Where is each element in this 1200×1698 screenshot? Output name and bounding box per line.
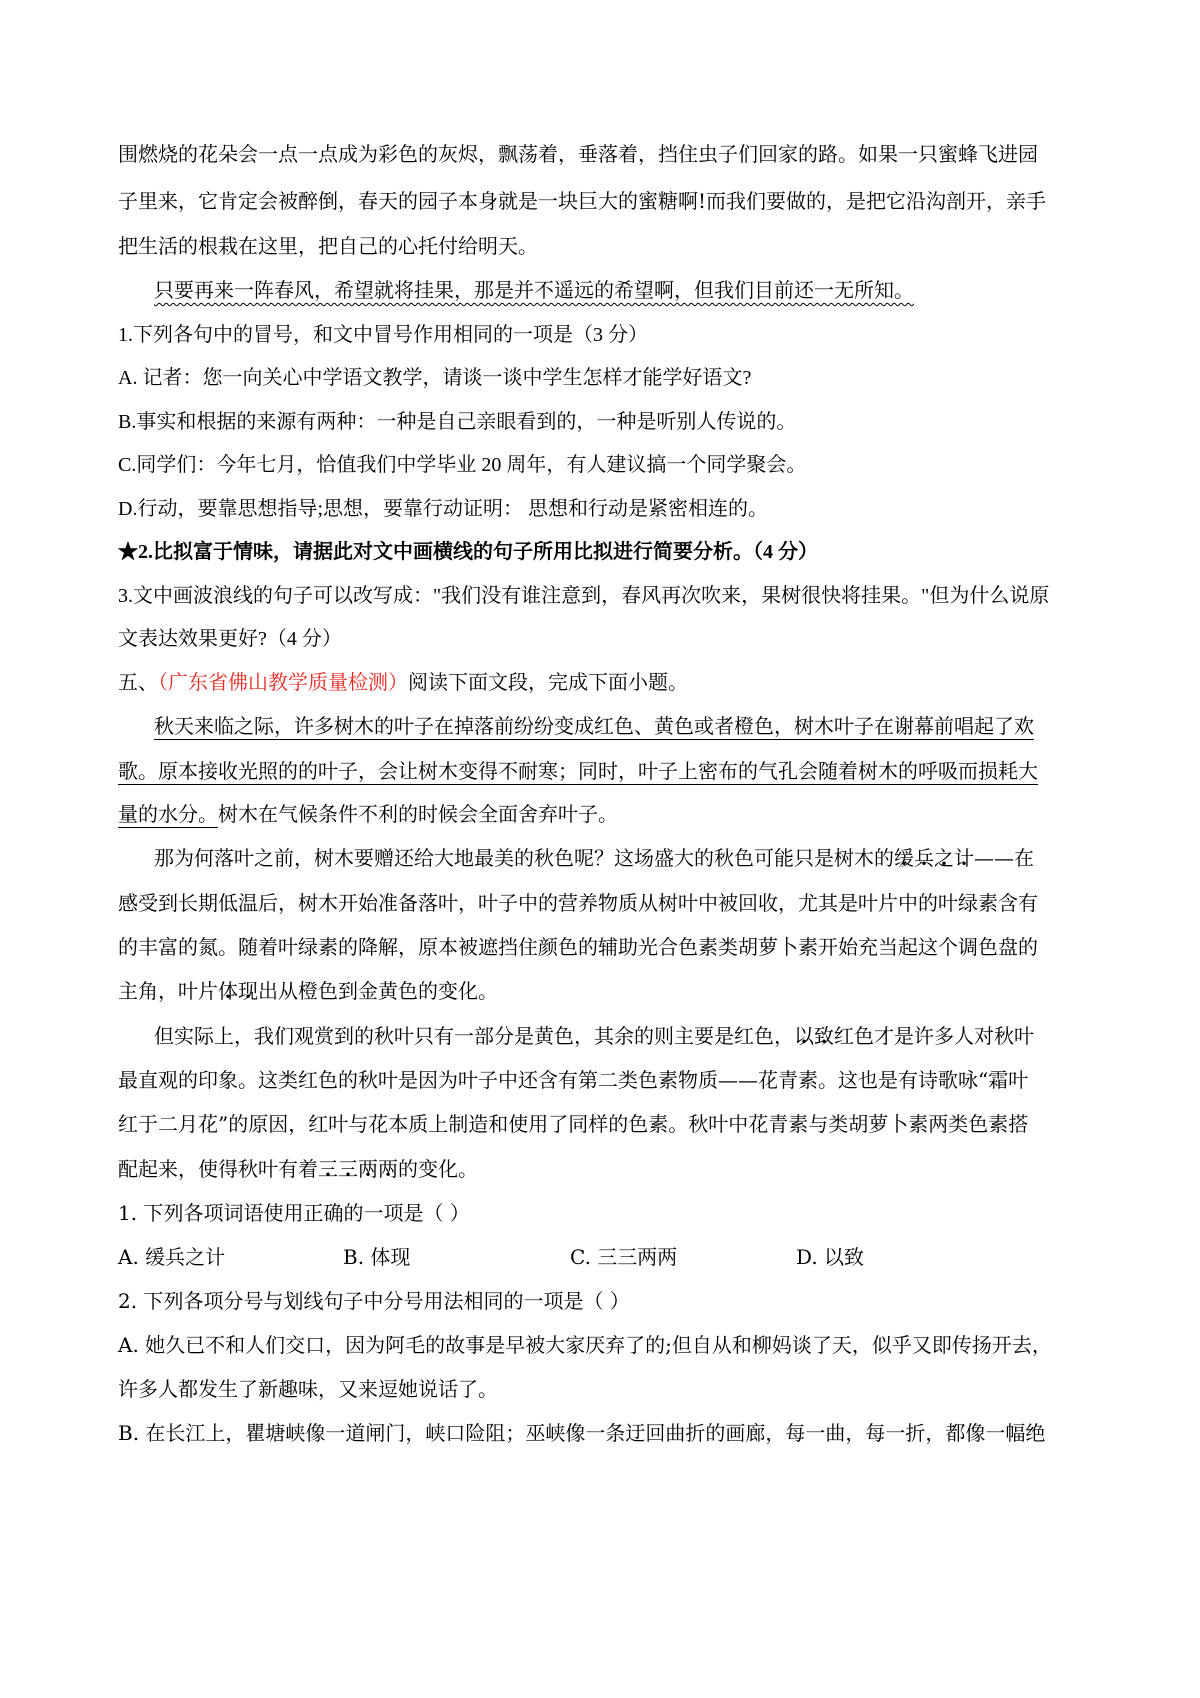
plain-text: 出从橙色到金黄色的变化。 (258, 979, 498, 1003)
option-b-line-1: B. 在长江上，瞿塘峡像一道闸门，峡口险阻；巫峡像一条迂回曲折的画廊，每一曲，每一折，都像一幅绝 (118, 1421, 1046, 1445)
passage-top-line-1: 围燃烧的花朵会一点一点成为彩色的灰烬，飘荡着，垂落着，挡住虫子们回家的路。如果一只蜜蜂飞进园 (118, 142, 1038, 166)
option-d: D. 以致 (796, 1245, 865, 1269)
underlined-text: 量的水分。 (118, 802, 218, 826)
dotted-char: 体 (218, 979, 238, 1003)
option-c: C. 三三两两 (570, 1245, 678, 1269)
paragraph-3-line-3: 红于二月花”的原因，红叶与花本质上制造和使用了同样的色素。秋叶中花青素与类胡萝卜素两类色素搭 (118, 1112, 1029, 1136)
question-2-starred: ★2.比拟富于情味，请据此对文中画横线的句子所用比拟进行简要分析。（4 分） (118, 541, 818, 563)
reading-question-1-options (118, 1243, 1118, 1271)
question-1: 1.下列各句中的冒号，和文中冒号作用相同的一项是（3 分） (118, 324, 648, 346)
dotted-char: 两 (358, 1157, 378, 1181)
plain-text: 那为何落叶之前，树木要赠还给大地最美的秋色呢？这场盛大的秋色可能只是树木的 (154, 846, 894, 870)
plain-text: 但实际上，我们观赏到的秋叶只有一部分是黄色，其余的则主要是红色， (154, 1024, 794, 1048)
reading-question-2: 2. 下列各项分号与划线句子中分号用法相同的一项是（ ） (118, 1289, 630, 1313)
option-b: B.事实和根据的来源有两种：一种是自己亲眼看到的，一种是听别人传说的。 (118, 411, 797, 433)
dotted-char: 两 (378, 1157, 398, 1181)
option-a: A. 记者：您一向关心中学语文教学，请谈一谈中学生怎样才能学好语文? (118, 367, 752, 389)
reading-question-1: 1. 下列各项词语使用正确的一项是（ ） (118, 1201, 470, 1225)
option-b: B. 体现 (343, 1245, 411, 1269)
underlined-text: 歌。原本接收光照的的叶子，会让树木变得不耐寒；同时，叶子上密布的气孔会随着树木的呼吸而损耗大 (118, 759, 1038, 783)
option-a-line-2: 许多人都发生了新趣味，又来逗她说话了。 (118, 1377, 498, 1401)
question-3-line-2: 文表达效果更好?（4 分） (118, 628, 342, 650)
plain-text: 红色才是许多人对秋叶 (834, 1024, 1034, 1048)
wavy-text: 只要再来一阵春风，希望就将挂果，那是并不遥远的希望啊，但我们目前还一无所知。 (154, 278, 914, 302)
question-3-line-1: 3.文中画波浪线的句子可以改写成："我们没有谁注意到，春风再次吹来，果树很快将挂果。"但为什么说原 (118, 585, 1050, 607)
dotted-char: 现 (238, 979, 258, 1003)
option-c: C.同学们：今年七月，恰值我们中学毕业 20 周年，有人建议搞一个同学聚会。 (118, 454, 807, 476)
option-a: A. 缓兵之计 (118, 1245, 226, 1269)
section-source: （广东省佛山教学质量检测） (158, 672, 408, 694)
plain-text: 树木在气候条件不利的时候会全面舍弃叶子。 (218, 802, 618, 826)
dotted-char: 三 (318, 1157, 338, 1181)
dotted-char: 之 (934, 846, 954, 870)
plain-text: 的变化。 (398, 1157, 478, 1181)
section-5-heading (118, 669, 688, 697)
wavy-underlined-sentence (154, 276, 914, 304)
paragraph-2-line-4 (118, 977, 498, 1005)
option-a-line-1: A. 她久已不和人们交口，因为阿毛的故事是早被大家厌弃了的;但自从和柳妈谈了天，似乎又即传扬开去， (118, 1333, 1052, 1357)
underlined-text: 秋天来临之际，许多树木的叶子在掉落前纷纷变成红色、黄色或者橙色，树木叶子在谢幕前唱起了欢 (154, 714, 1034, 738)
plain-text: ——在 (974, 846, 1034, 870)
dotted-char: 兵 (914, 846, 934, 870)
plain-text: 主角，叶片 (118, 979, 218, 1003)
paragraph-1-line-1 (154, 712, 1034, 740)
paragraph-2-line-3: 的丰富的氮。随着叶绿素的降解，原本被遮挡住颜色的辅助光合色素类胡萝卜素开始充当起这个调色盘的 (118, 935, 1038, 959)
paragraph-1-line-3 (118, 800, 618, 828)
paragraph-2-line-2: 感受到长期低温后，树木开始准备落叶，叶子中的营养物质从树叶中被回收，尤其是叶片中的叶绿素含有 (118, 891, 1038, 915)
section-number: 五、 (118, 672, 158, 694)
plain-text: 配起来，使得秋叶有着 (118, 1157, 318, 1181)
passage-top-line-3: 把生活的根栽在这里，把自己的心托付给明天。 (118, 234, 538, 258)
dotted-char: 以 (794, 1024, 814, 1048)
paragraph-3-line-2: 最直观的印象。这类红色的秋叶是因为叶子中还含有第二类色素物质——花青素。这也是有诗歌咏“霜叶 (118, 1068, 1029, 1092)
dotted-char: 致 (814, 1024, 834, 1048)
paragraph-2-line-1 (154, 844, 1034, 872)
paragraph-3-line-4 (118, 1155, 478, 1183)
paragraph-3-line-1 (154, 1022, 1034, 1050)
dotted-char: 三 (338, 1157, 358, 1181)
passage-top-line-2: 子里来，它肯定会被醉倒，春天的园子本身就是一块巨大的蜜糖啊!而我们要做的，是把它沿沟剖开，亲手 (118, 189, 1047, 213)
dotted-char: 缓 (894, 846, 914, 870)
section-instruction: 阅读下面文段，完成下面小题。 (408, 672, 688, 694)
option-d: D.行动，要靠思想指导;思想，要靠行动证明： 思想和行动是紧密相连的。 (118, 498, 768, 520)
dotted-char: 计 (954, 846, 974, 870)
paragraph-1-line-2 (118, 757, 1038, 785)
